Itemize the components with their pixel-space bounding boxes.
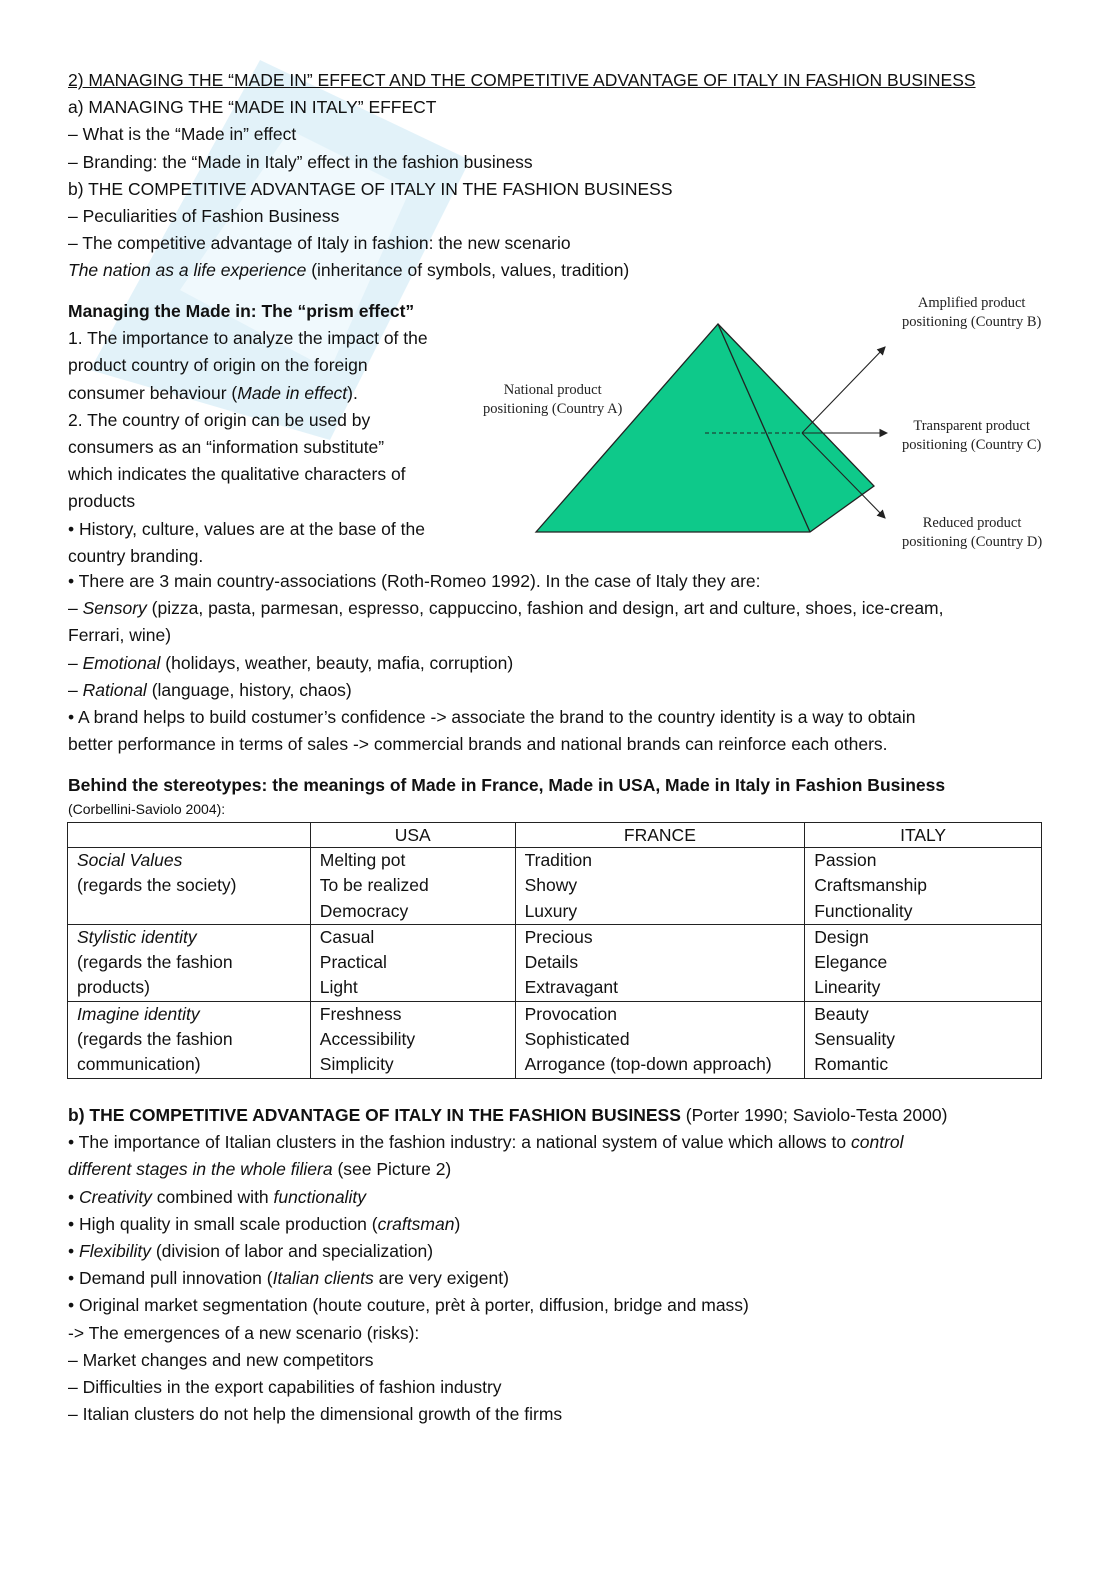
intro-outline (68, 67, 1048, 285)
paragraph-line: 1. The importance to analyze the impact of the (68, 328, 428, 349)
stereotypes-table (67, 822, 1042, 1079)
outline-line: – The competitive advantage of Italy in fashion: the new scenario (68, 233, 571, 254)
table-header-cell: FRANCE (515, 823, 805, 848)
row-label-cell: Stylistic identity (regards the fashion products) (68, 924, 311, 1001)
table-row (68, 1001, 1042, 1078)
table-cell: Melting pot To be realized Democracy (310, 848, 515, 925)
outline-line: a) MANAGING THE “MADE IN ITALY” EFFECT (68, 97, 437, 118)
paragraph-line: • Creativity combined with functionality (68, 1186, 366, 1207)
table-cell: Precious Details Extravagant (515, 924, 805, 1001)
table-cell: Tradition Showy Luxury (515, 848, 805, 925)
paragraph-line: – Sensory (pizza, pasta, parmesan, espresso, cappuccino, fashion and design, art and culture, shoes, ice-cream, (68, 598, 944, 619)
prism-shape (536, 324, 874, 532)
outline-line: – Peculiarities of Fashion Business (68, 206, 340, 227)
page-title: 2) MANAGING THE “MADE IN” EFFECT AND THE COMPETITIVE ADVANTAGE OF ITALY IN FASHION BUSINESS (68, 70, 976, 90)
risk-line: – Italian clusters do not help the dimensional growth of the firms (68, 1404, 563, 1425)
stereotypes-source: (Corbellini-Saviolo 2004): (68, 801, 226, 818)
paragraph-line: • History, culture, values are at the base of the (68, 518, 425, 539)
prism-diagram (480, 292, 1070, 562)
table-cell: Provocation Sophisticated Arrogance (top-down approach) (515, 1001, 805, 1078)
advantage-heading: b) THE COMPETITIVE ADVANTAGE OF ITALY IN THE FASHION BUSINESS (Porter 1990; Saviolo-Testa 2000) (68, 1105, 948, 1125)
prism-heading: Managing the Made in: The “prism effect” (68, 301, 415, 321)
national-label: National product positioning (Country A) (483, 382, 623, 417)
paragraph-line: – Rational (language, history, chaos) (68, 679, 352, 700)
outline-line: b) THE COMPETITIVE ADVANTAGE OF ITALY IN THE FASHION BUSINESS (68, 178, 673, 199)
paragraph-line: • Flexibility (division of labor and specialization) (68, 1241, 434, 1262)
table-header-cell: USA (310, 823, 515, 848)
prism-section (68, 298, 468, 570)
row-label-cell: Imagine identity (regards the fashion communication) (68, 1001, 311, 1078)
paragraph-line: • Original market segmentation (houte couture, prèt à porter, diffusion, bridge and mass) (68, 1295, 749, 1316)
table-header-row (68, 823, 1042, 848)
outline-line: – Branding: the “Made in Italy” effect in the fashion business (68, 151, 533, 172)
table-header-cell (68, 823, 311, 848)
table-row (68, 848, 1042, 925)
paragraph-line: • The importance of Italian clusters in the fashion industry: a national system of value which allows to control (68, 1132, 904, 1153)
outline-line: – What is the “Made in” effect (68, 124, 297, 145)
paragraph-line: • High quality in small scale production (craftsman) (68, 1213, 461, 1234)
paragraph-line: 2. The country of origin can be used by (68, 409, 371, 430)
associations-section (68, 568, 1053, 758)
amplified-label: Amplified product positioning (Country B) (902, 295, 1042, 330)
paragraph-line: • Demand pull innovation (Italian clients are very exigent) (68, 1268, 509, 1289)
risk-line: – Market changes and new competitors (68, 1349, 374, 1370)
table-cell: Beauty Sensuality Romantic (805, 1001, 1042, 1078)
transparent-label: Transparent product positioning (Country C) (902, 418, 1042, 453)
table-cell: Casual Practical Light (310, 924, 515, 1001)
nation-line: The nation as a life experience (inheritance of symbols, values, tradition) (68, 260, 630, 281)
advantage-section (68, 1102, 1048, 1428)
table-header-cell: ITALY (805, 823, 1042, 848)
paragraph-line: consumers as an “information substitute” (68, 437, 385, 458)
risk-line: – Difficulties in the export capabilities of fashion industry (68, 1377, 502, 1398)
table-row (68, 924, 1042, 1001)
stereotypes-heading-block (68, 772, 1048, 819)
paragraph-line: country branding. (68, 545, 204, 566)
paragraph-line: Ferrari, wine) (68, 625, 172, 646)
paragraph-line: • There are 3 main country-associations (Roth-Romeo 1992). In the case of Italy they are: (68, 571, 761, 591)
paragraph-line: • A brand helps to build costumer’s confidence -> associate the brand to the country identity is a way to obtain (68, 707, 916, 728)
paragraph-line: products (68, 491, 136, 512)
paragraph-line: – Emotional (holidays, weather, beauty, mafia, corruption) (68, 652, 514, 673)
paragraph-line: -> The emergences of a new scenario (risks): (68, 1322, 420, 1343)
stereotypes-heading: Behind the stereotypes: the meanings of Made in France, Made in USA, Made in Italy in Fashion Business (68, 775, 946, 795)
reduced-label: Reduced product positioning (Country D) (902, 515, 1043, 550)
paragraph-line: different stages in the whole filiera (see Picture 2) (68, 1159, 452, 1180)
amplified-ray (802, 347, 885, 433)
paragraph-line: better performance in terms of sales -> commercial brands and national brands can reinforce each others. (68, 734, 888, 755)
table-cell: Freshness Accessibility Simplicity (310, 1001, 515, 1078)
row-label-cell: Social Values (regards the society) (68, 848, 311, 925)
table-cell: Design Elegance Linearity (805, 924, 1042, 1001)
paragraph-line: product country of origin on the foreign (68, 355, 368, 376)
paragraph-line: which indicates the qualitative characters of (68, 464, 406, 485)
table-cell: Passion Craftsmanship Functionality (805, 848, 1042, 925)
paragraph-line: consumer behaviour (Made in effect). (68, 382, 358, 403)
